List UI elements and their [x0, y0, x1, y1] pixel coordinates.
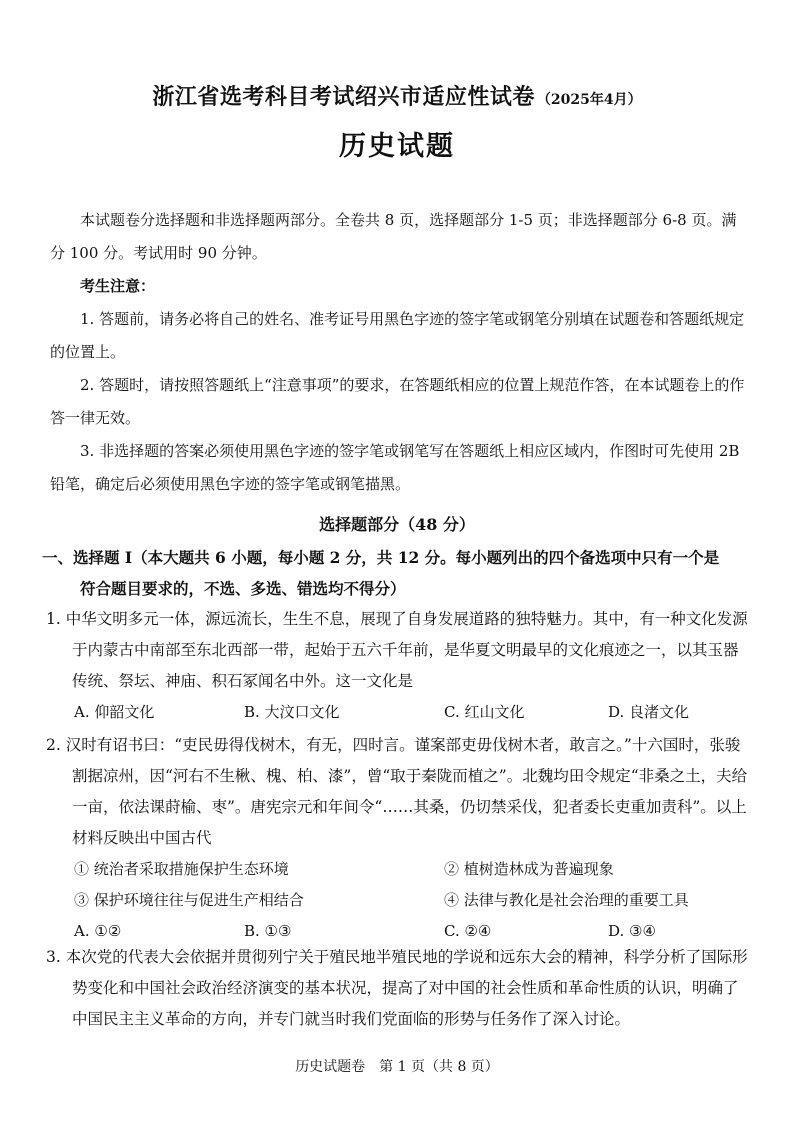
option-d: D. 良渚文化	[608, 703, 690, 721]
subject-title: 历史试题	[339, 131, 455, 162]
question-2	[46, 730, 751, 947]
option-c: C. ②④	[444, 922, 492, 940]
statement-3: ③ 保护环境往往与促进生产相结合	[74, 891, 304, 909]
statement-1: ① 统治者采取措施保护生态环境	[74, 860, 289, 878]
statement-2: ② 植树造林成为普遍现象	[444, 860, 614, 878]
statement-4: ④ 法律与教化是社会治理的重要工具	[444, 891, 689, 909]
exam-title: 浙江省选考科目考试绍兴市适应性试卷	[152, 84, 535, 110]
part-heading	[42, 542, 752, 604]
notice-heading: 考生注意：	[80, 277, 156, 295]
exam-date: （2025年4月）	[536, 92, 642, 108]
option-b: B. ①③	[244, 922, 292, 940]
question-stem: 1. 中华文明多元一体，源远流长，生生不息，展现了自身发展道路的独特魅力。其中，有一种文化发源于内蒙古中南部至东北西部一带，起始于五六千年前，是华夏文明最早的文化痕迹之一，以其玉器传统、祭坛、神庙、积石冢闻名中外。这一文化是	[46, 610, 748, 690]
page-footer: 历史试题卷 第 1 页（共 8 页）	[295, 1059, 499, 1075]
question-3	[46, 942, 751, 1035]
part-heading-line: 一、选择题 Ⅰ（本大题共 6 小题，每小题 2 分，共 12 分。每小题列出的四个备选项中只有一个是	[42, 548, 720, 567]
option-c: C. 红山文化	[444, 703, 525, 721]
question-stem: 2. 汉时有诏书曰：“吏民毋得伐树木，有无，四时言。谨案部吏毋伐树木者，敢言之。”十六国时，张骏割据凉州，因“河右不生楸、槐、柏、漆”，曾“取于秦陇而植之”。北魏均田令规定“非桑之土，夫给一亩，依法课莳榆、枣”。唐宪宗元和年间令“……其桑，仍切禁采伐，犯者委长吏重加责科”。以上材料反映出中国古代	[46, 736, 748, 847]
notice-item: 1. 答题前，请务必将自己的姓名、准考证号用黑色字迹的签字笔或钢笔分别填在试题卷和答题纸规定的位置上。	[50, 310, 745, 361]
exam-title-row	[0, 80, 794, 111]
statement-row	[46, 885, 751, 916]
option-b: B. 大汶口文化	[244, 703, 340, 721]
intro-paragraph: 本试题卷分选择题和非选择题两部分。全卷共 8 页，选择题部分 1-5 页；非选择题部分 6-8 页。满分 100 分。考试用时 90 分钟。	[50, 211, 737, 262]
option-a: A. ①②	[74, 922, 122, 940]
option-d: D. ③④	[608, 922, 656, 940]
question-options	[46, 697, 751, 728]
statement-row	[46, 854, 751, 885]
part-heading-line: 符合题目要求的，不选、多选、错选均不得分）	[80, 579, 406, 598]
notice-item: 3. 非选择题的答案必须使用黑色字迹的签字笔或钢笔写在答题纸上相应区域内，作图时可先使用 2B 铅笔，确定后必须使用黑色字迹的签字笔或钢笔描黑。	[50, 442, 740, 493]
question-1	[46, 604, 751, 728]
section-title: 选择题部分（48 分）	[319, 515, 475, 534]
option-a: A. 仰韶文化	[74, 703, 155, 721]
notice-item: 2. 答题时，请按照答题纸上“注意事项”的要求，在答题纸相应的位置上规范作答，在本试题卷上的作答一律无效。	[50, 376, 745, 427]
question-stem: 3. 本次党的代表大会依据并贯彻列宁关于殖民地半殖民地的学说和远东大会的精神，科学分析了国际形势变化和中国社会政治经济演变的基本状况，提高了对中国的社会性质和革命性质的认识，明确了中国民主主义革命的方向，并专门就当时我们党面临的形势与任务作了深入讨论。	[46, 948, 748, 1028]
intro-block	[50, 204, 750, 501]
